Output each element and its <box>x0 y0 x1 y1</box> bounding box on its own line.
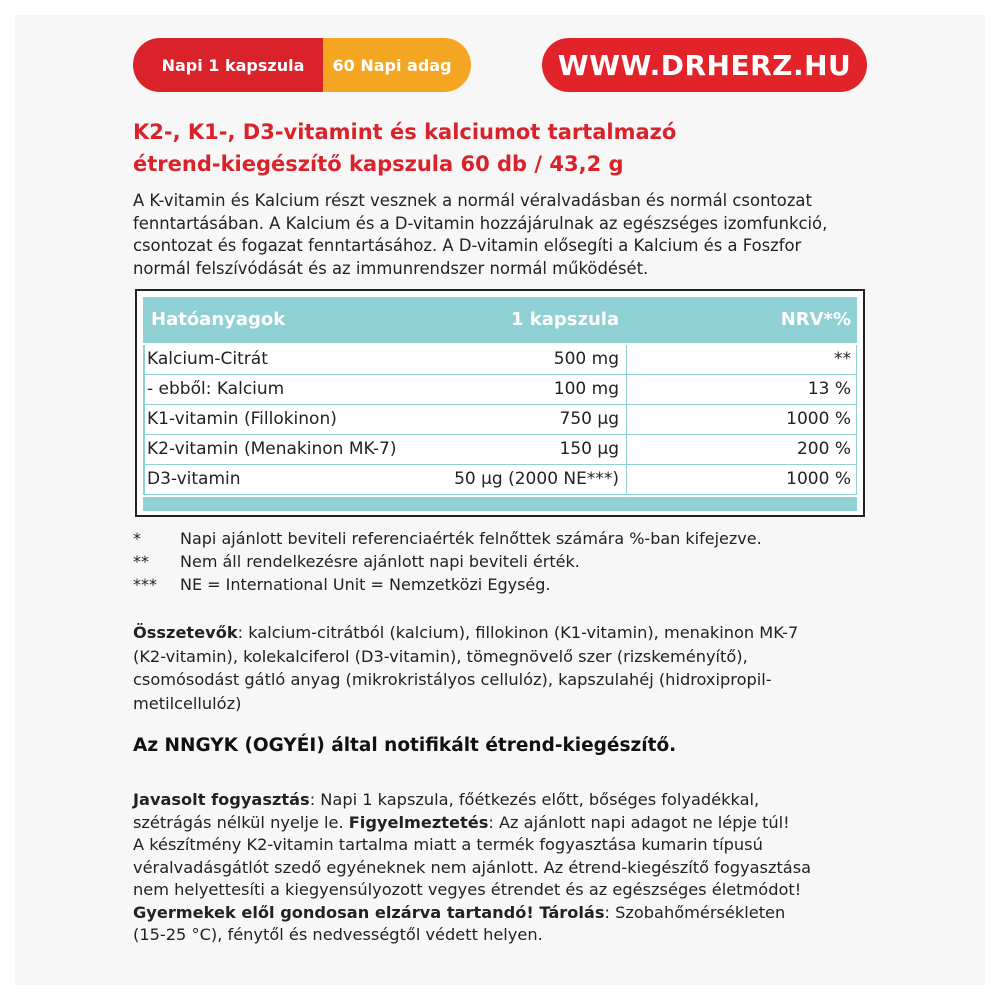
nutrition-table <box>135 289 865 517</box>
row-amount: 50 µg (2000 NE***) <box>454 469 619 489</box>
usage-label: Javasolt fogyasztás <box>133 790 310 809</box>
usage-text: A készítmény K2-vitamin tartalma miatt a termék fogyasztása kumarin típusú <box>133 835 763 854</box>
website-badge: WWW.DRHERZ.HU <box>542 38 867 92</box>
header-active-ingredients: Hatóanyagok <box>151 309 286 330</box>
table-row <box>143 405 857 435</box>
table-header <box>143 297 857 343</box>
storage-text: : Szobahőmérsékleten <box>604 902 786 922</box>
ingredients-text: metilcellulóz) <box>133 693 242 713</box>
storage-text: (15-25 °C), fénytől és nedvességtől védett helyen. <box>133 925 543 944</box>
row-nrv: 200 % <box>796 439 851 459</box>
row-nrv: 1000 % <box>786 469 851 489</box>
footnote-text: Napi ajánlott beviteli referenciaérték felnőttek számára %-ban kifejezve. <box>180 529 762 548</box>
row-name: K1-vitamin (Fillokinon) <box>147 409 337 429</box>
usage-section <box>133 789 873 947</box>
usage-text: nem helyettesíti a kiegyensúlyozott vegyes étrendet és az egészséges életmódot! <box>133 880 802 899</box>
footnote-mark: ** <box>133 552 149 571</box>
row-amount: 150 µg <box>559 439 619 459</box>
notification-statement: Az NNGYK (OGYÉI) által notifikált étrend-kiegészítő. <box>133 735 677 756</box>
footnote <box>133 573 873 596</box>
description-line: fenntartásában. A Kalcium és a D-vitamin hozzájárulnak az egészséges izomfunkció, <box>133 213 828 233</box>
footnotes <box>133 527 873 596</box>
product-description <box>133 190 873 280</box>
ingredients-text: : kalcium-citrátból (kalcium), fillokinon (K1-vitamin), menakinon MK-7 <box>237 623 799 642</box>
footnote-mark: * <box>133 529 141 548</box>
storage-label: Gyermekek elől gondosan elzárva tartandó! Tárolás <box>133 902 605 922</box>
footnote-text: NE = International Unit = Nemzetközi Egység. <box>180 575 551 594</box>
row-amount: 500 mg <box>553 349 619 369</box>
usage-text: véralvadásgátlót szedő egyéneknek nem ajánlott. Az étrend-kiegészítő fogyasztása <box>133 857 812 877</box>
ingredients-label: Összetevők <box>133 623 238 642</box>
description-line: A K-vitamin és Kalcium részt vesznek a normál véralvadásban és normál csontozat <box>133 191 812 210</box>
row-nrv: 13 % <box>807 379 851 399</box>
ingredients-section <box>133 621 873 715</box>
table-footer-bar <box>143 497 857 511</box>
warning-text: : Az ajánlott napi adagot ne lépje túl! <box>488 812 790 832</box>
table-row <box>143 435 857 465</box>
ingredients-text: csomósodást gátló anyag (mikrokristályos cellulóz), kapszulahéj (hidroxipropil- <box>133 670 772 689</box>
row-name: - ebből: Kalcium <box>147 379 285 399</box>
ingredients-text: (K2-vitamin), kolekalciferol (D3-vitamin), tömegnövelő szer (rizskeményítő), <box>133 646 748 666</box>
description-line: normál felszívódását és az immunrendszer normál működését. <box>133 258 649 278</box>
dosage-badge <box>133 38 471 92</box>
row-amount: 100 mg <box>553 379 619 399</box>
warning-label: Figyelmeztetés <box>348 812 489 832</box>
header-per-capsule: 1 kapszula <box>511 309 620 330</box>
footnote <box>133 527 873 550</box>
table-row <box>143 345 857 375</box>
product-title <box>133 116 873 180</box>
usage-text: szétrágás nélkül nyelje le. <box>133 812 349 832</box>
row-nrv: 1000 % <box>786 409 851 429</box>
daily-dose-badge: Napi 1 kapszula <box>133 38 323 92</box>
product-title-line: K2-, K1-, D3-vitamint és kalciumot tartalmazó <box>133 120 677 144</box>
row-name: K2-vitamin (Menakinon MK-7) <box>147 439 397 459</box>
table-body <box>143 345 857 493</box>
header-nrv: NRV*% <box>780 309 851 330</box>
footnote-text: Nem áll rendelkezésre ajánlott napi beviteli érték. <box>180 552 580 571</box>
table-row <box>143 465 857 495</box>
row-name: D3-vitamin <box>147 469 241 489</box>
footnote <box>133 550 873 573</box>
product-title-line: étrend-kiegészítő kapszula 60 db / 43,2 g <box>133 152 624 176</box>
servings-badge: 60 Napi adag <box>323 38 471 92</box>
row-nrv: ** <box>834 349 851 369</box>
description-line: csontozat és fogazat fenntartásához. A D-vitamin elősegíti a Kalcium és a Foszfor <box>133 236 802 255</box>
row-amount: 750 µg <box>559 409 619 429</box>
footnote-mark: *** <box>133 575 157 594</box>
table-row <box>143 375 857 405</box>
row-name: Kalcium-Citrát <box>147 349 268 369</box>
usage-text: : Napi 1 kapszula, főétkezés előtt, bőséges folyadékkal, <box>309 790 760 809</box>
